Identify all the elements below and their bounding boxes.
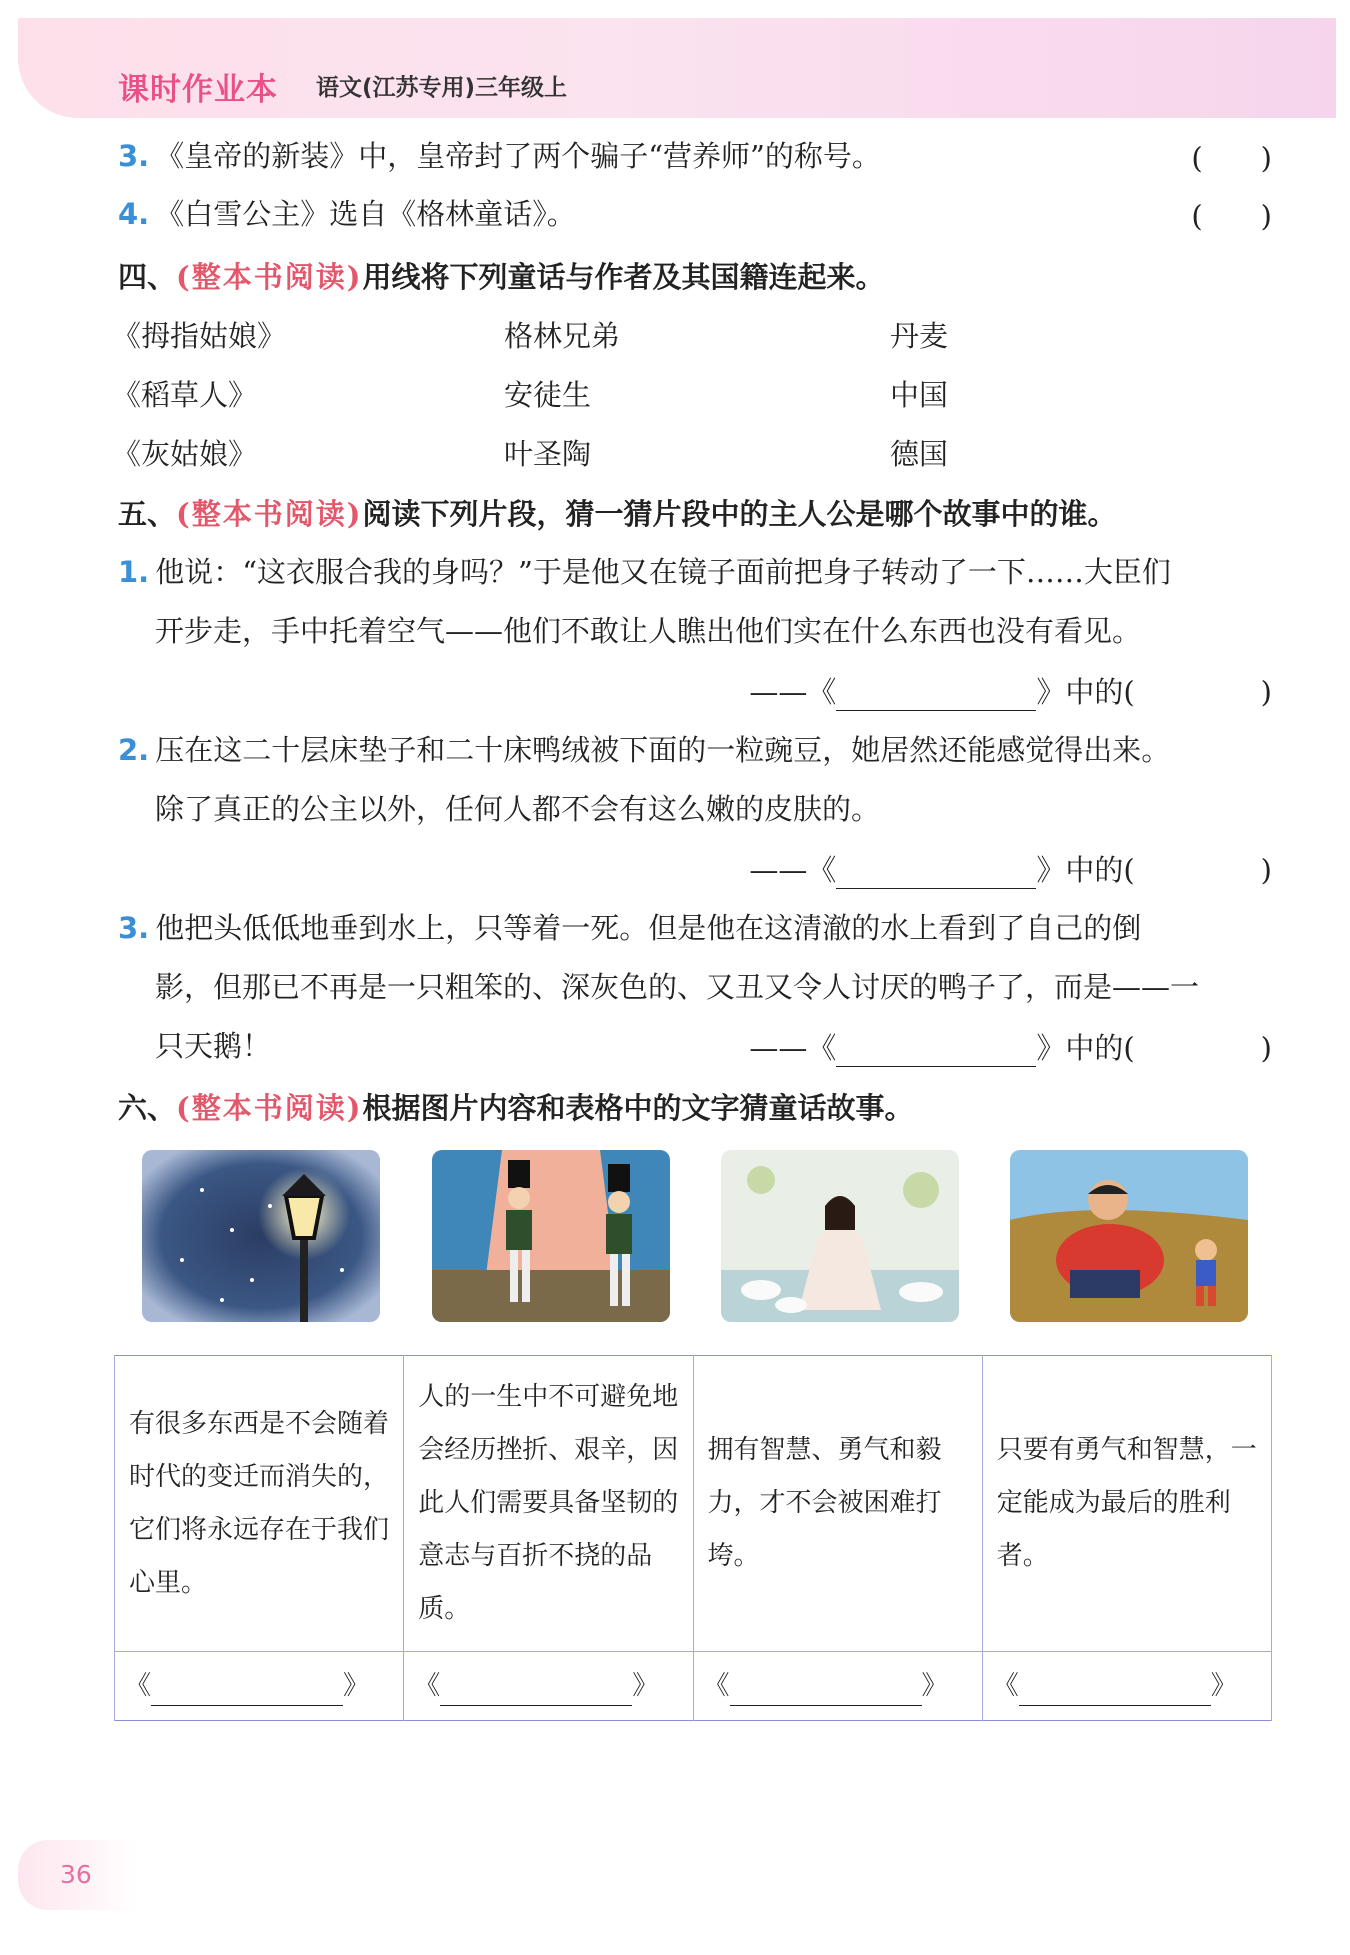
answer-end: ) <box>1260 853 1272 887</box>
answer-blank[interactable] <box>440 1677 632 1706</box>
passage-1-line-1 <box>118 552 1171 592</box>
section-title: 根据图片内容和表格中的文字猜童话故事。 <box>362 1091 914 1125</box>
judge-item-3 <box>118 136 881 176</box>
answer-end: ) <box>1260 1031 1272 1065</box>
passage-2-line-2: 除了真正的公主以外，任何人都不会有这么嫩的皮肤的。 <box>155 792 881 826</box>
answer-prefix: ——《 <box>749 675 837 709</box>
table-answer-cell <box>693 1652 982 1721</box>
section-5-heading <box>118 492 1116 533</box>
book-1[interactable]: 《拇指姑娘》 <box>112 319 287 353</box>
passage-2-answer <box>749 848 1272 889</box>
section-prefix: 六、 <box>118 1091 177 1125</box>
item-number: 3. <box>118 911 150 945</box>
answer-blank[interactable] <box>836 1036 1036 1067</box>
answer-open: 《 <box>703 1671 730 1701</box>
author-3[interactable]: 叶圣陶 <box>504 437 592 471</box>
lamp-post-picture <box>142 1150 380 1322</box>
answer-blank[interactable] <box>151 1677 343 1706</box>
table-cell: 人的一生中不可避免地会经历挫折、艰辛，因此人们需要具备坚韧的意志与百折不挠的品质。 <box>404 1356 693 1652</box>
book-3[interactable]: 《灰姑娘》 <box>112 437 258 471</box>
answer-close: 》 <box>921 1671 948 1701</box>
passage-3-line-2: 影，但那已不再是一只粗笨的、深灰色的、又丑又令人讨厌的鸭子了，而是——一 <box>155 970 1200 1004</box>
answer-prefix: ——《 <box>749 853 837 887</box>
answer-end: ) <box>1260 675 1272 709</box>
table-cell: 只要有勇气和智慧，一定能成为最后的胜利者。 <box>982 1356 1271 1652</box>
item-text: 《皇帝的新装》中，皇帝封了两个骗子“营养师”的称号。 <box>155 139 881 173</box>
giant-and-boy-picture <box>1010 1150 1248 1322</box>
answer-open: 《 <box>125 1671 152 1701</box>
judge-paren-3[interactable]: ( ) <box>1191 141 1272 175</box>
passage-text: 压在这二十层床垫子和二十床鸭绒被下面的一粒豌豆，她居然还能感觉得出来。 <box>155 733 1171 767</box>
section-tag: (整本书阅读) <box>176 1091 363 1125</box>
table-cell: 有很多东西是不会随着时代的变迁而消失的，它们将永远存在于我们心里。 <box>115 1356 404 1652</box>
answer-blank[interactable] <box>836 858 1036 889</box>
answer-mid: 》中的( <box>1036 675 1135 709</box>
section-tag: (整本书阅读) <box>176 497 363 531</box>
item-number: 2. <box>118 733 150 767</box>
judge-paren-4[interactable]: ( ) <box>1191 199 1272 233</box>
answer-close: 》 <box>1210 1671 1237 1701</box>
item-number: 3. <box>118 139 150 173</box>
answer-open: 《 <box>414 1671 441 1701</box>
answer-close: 》 <box>632 1671 659 1701</box>
answer-prefix: ——《 <box>749 1031 837 1065</box>
passage-3-answer <box>749 1026 1272 1067</box>
answer-mid: 》中的( <box>1036 1031 1135 1065</box>
author-2[interactable]: 安徒生 <box>504 378 592 412</box>
passage-text: 他把头低低地垂到水上，只等着一死。但是他在这清澈的水上看到了自己的倒 <box>155 911 1142 945</box>
answer-mid: 》中的( <box>1036 853 1135 887</box>
passage-2-line-1 <box>118 730 1170 770</box>
country-1[interactable]: 丹麦 <box>890 319 949 353</box>
item-number: 1. <box>118 555 150 589</box>
country-2[interactable]: 中国 <box>890 378 949 412</box>
passage-3-line-1 <box>118 908 1141 948</box>
section-tag: (整本书阅读) <box>176 260 363 294</box>
section-prefix: 四、 <box>118 260 177 294</box>
section-title: 阅读下列片段，猜一猜片段中的主人公是哪个故事中的谁。 <box>362 497 1117 531</box>
tin-soldiers-picture <box>432 1150 670 1322</box>
table-answer-cell <box>115 1652 404 1721</box>
answer-blank[interactable] <box>730 1677 922 1706</box>
subject-title: 语文(江苏专用)三年级上 <box>316 75 568 101</box>
judge-item-4 <box>118 194 576 234</box>
passage-1-line-2: 开步走，手中托着空气——他们不敢让人瞧出他们实在什么东西也没有看见。 <box>155 614 1142 648</box>
book-2[interactable]: 《稻草人》 <box>112 378 258 412</box>
answer-blank[interactable] <box>836 680 1036 711</box>
answer-blank[interactable] <box>1019 1677 1211 1706</box>
author-1[interactable]: 格林兄弟 <box>504 319 621 353</box>
table-answer-cell <box>404 1652 693 1721</box>
table-answer-cell <box>982 1652 1271 1721</box>
passage-3-line-3: 只天鹅！ <box>155 1029 272 1063</box>
item-number: 4. <box>118 197 150 231</box>
item-text: 《白雪公主》选自《格林童话》。 <box>155 197 576 231</box>
answer-close: 》 <box>343 1671 370 1701</box>
answer-open: 《 <box>992 1671 1019 1701</box>
table-cell: 拥有智慧、勇气和毅力，才不会被困难打垮。 <box>693 1356 982 1652</box>
brand-title: 课时作业本 <box>118 72 278 108</box>
section-4-heading <box>118 255 884 296</box>
section-title: 用线将下列童话与作者及其国籍连起来。 <box>362 260 885 294</box>
princess-swans-picture <box>721 1150 959 1322</box>
country-3[interactable]: 德国 <box>890 437 949 471</box>
story-table <box>114 1355 1272 1721</box>
section-6-heading <box>118 1086 913 1127</box>
section-prefix: 五、 <box>118 497 177 531</box>
passage-text: 他说：“这衣服合我的身吗？”于是他又在镜子面前把身子转动了一下……大臣们 <box>155 555 1171 589</box>
page-number: 36 <box>60 1860 92 1889</box>
passage-1-answer <box>749 670 1272 711</box>
